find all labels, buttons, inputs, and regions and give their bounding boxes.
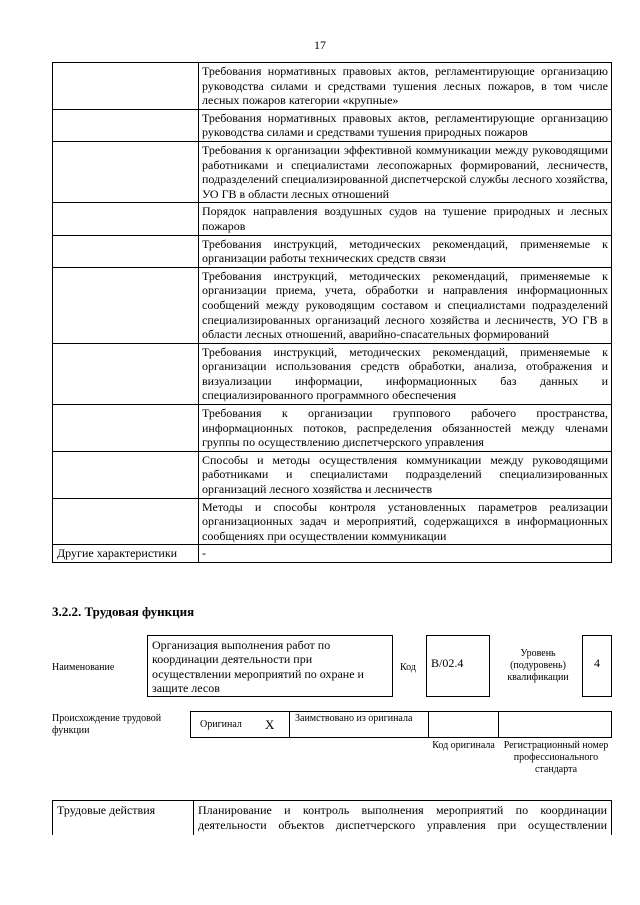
knowledge-row xyxy=(53,235,612,267)
knowledge-row-label xyxy=(53,343,199,404)
knowledge-row-label xyxy=(53,141,199,202)
knowledge-row xyxy=(53,267,612,343)
level-box xyxy=(582,635,612,697)
code-label: Код xyxy=(400,662,416,673)
knowledge-row-label xyxy=(53,451,199,498)
name-label: Наименование xyxy=(52,662,115,673)
knowledge-row-text: Способы и методы осуществления коммуникации между руководящими работниками и специалистами подразделений специализированных организаций лесного хозяйства и лесничеств xyxy=(199,451,612,498)
reg-number-cell xyxy=(498,711,612,738)
original-mark: X xyxy=(265,717,275,732)
actions-label: Трудовые действия xyxy=(53,801,194,836)
knowledge-row xyxy=(53,343,612,404)
code-caption: Код оригинала xyxy=(432,740,495,751)
borrowed-label: Заимствовано из оригинала xyxy=(295,713,413,724)
knowledge-row-text: Требования к организации эффективной коммуникации между руководящими работниками и специалистами лесопожарных формирований, лесничеств, подразделений специализированной диспетчерской службы лесного хозяйства, УО ГВ в области лесных отношений xyxy=(199,141,612,202)
knowledge-table xyxy=(52,62,612,563)
knowledge-row xyxy=(53,405,612,452)
knowledge-row-label xyxy=(53,498,199,545)
knowledge-row xyxy=(53,498,612,545)
knowledge-row-text: Требования к организации группового рабочего пространства, информационных потоков, распределения обязанностей между членами группы по осуществлению диспетчерского управления xyxy=(199,405,612,452)
knowledge-row-text: Порядок направления воздушных судов на тушение природных и лесных пожаров xyxy=(199,203,612,235)
knowledge-row xyxy=(53,203,612,235)
borrowed-cell xyxy=(289,711,429,738)
level-label: Уровень (подуровень) квалификации xyxy=(507,648,569,683)
knowledge-row xyxy=(53,545,612,563)
knowledge-row-label xyxy=(53,235,199,267)
knowledge-row-text: Требования инструкций, методических рекомендаций, применяемые к организации работы технических средств связи xyxy=(199,235,612,267)
code-value: B/02.4 xyxy=(431,656,464,670)
origin-label: Происхождение трудовой функции xyxy=(52,713,162,736)
knowledge-row xyxy=(53,109,612,141)
actions-text: Планирование и контроль выполнения мероприятий по координации деятельности объектов диспетчерского управления при осуществлении xyxy=(194,801,612,836)
knowledge-row-text: Требования нормативных правовых актов, регламентирующие организацию руководства силами и средствами тушения лесных пожаров, в том числе лесных пожаров категории «крупные» xyxy=(199,63,612,110)
knowledge-row-label xyxy=(53,405,199,452)
function-name-value: Организация выполнения работ по координации деятельности при осуществлении мероприятий по охране и защите лесов xyxy=(152,638,364,696)
knowledge-row-text: Требования инструкций, методических рекомендаций, применяемые к организации использования средств обработки, анализа, отображения и визуализации информации, информационных баз данных и специализированного программного обеспечения xyxy=(199,343,612,404)
level-value: 4 xyxy=(594,656,600,670)
knowledge-row-text: Требования нормативных правовых актов, регламентирующие организацию руководства силами и средствами тушения природных пожаров xyxy=(199,109,612,141)
section-title: 3.2.2. Трудовая функция xyxy=(52,604,195,619)
knowledge-row-text: - xyxy=(199,545,612,563)
knowledge-row-label xyxy=(53,109,199,141)
knowledge-row-label xyxy=(53,203,199,235)
knowledge-row-label xyxy=(53,63,199,110)
knowledge-row-text: Методы и способы контроля установленных параметров реализации организационных задач и мероприятий, содержащихся в информационных сообщениях при осуществлении коммуникации xyxy=(199,498,612,545)
actions-table xyxy=(52,800,612,835)
function-name-box xyxy=(147,635,393,697)
knowledge-row xyxy=(53,63,612,110)
knowledge-row-text: Требования инструкций, методических рекомендаций, применяемые к организации приема, учета, обработки и направления информационных сообщений между руководящим составом и специалистами подразделений специализированных организаций лесного хозяйства и лесничеств, УО ГВ в области лесных отношений, аварийно-спасательных формирований xyxy=(199,267,612,343)
knowledge-row-label xyxy=(53,267,199,343)
code-box xyxy=(426,635,490,697)
knowledge-row xyxy=(53,141,612,202)
original-cell xyxy=(190,711,290,738)
knowledge-row xyxy=(53,451,612,498)
reg-caption: Регистрационный номер профессионального стандарта xyxy=(503,740,609,775)
original-label: Оригинал xyxy=(200,719,242,730)
original-code-cell xyxy=(428,711,499,738)
knowledge-row-label: Другие характеристики xyxy=(53,545,199,563)
page-number: 17 xyxy=(314,38,326,52)
